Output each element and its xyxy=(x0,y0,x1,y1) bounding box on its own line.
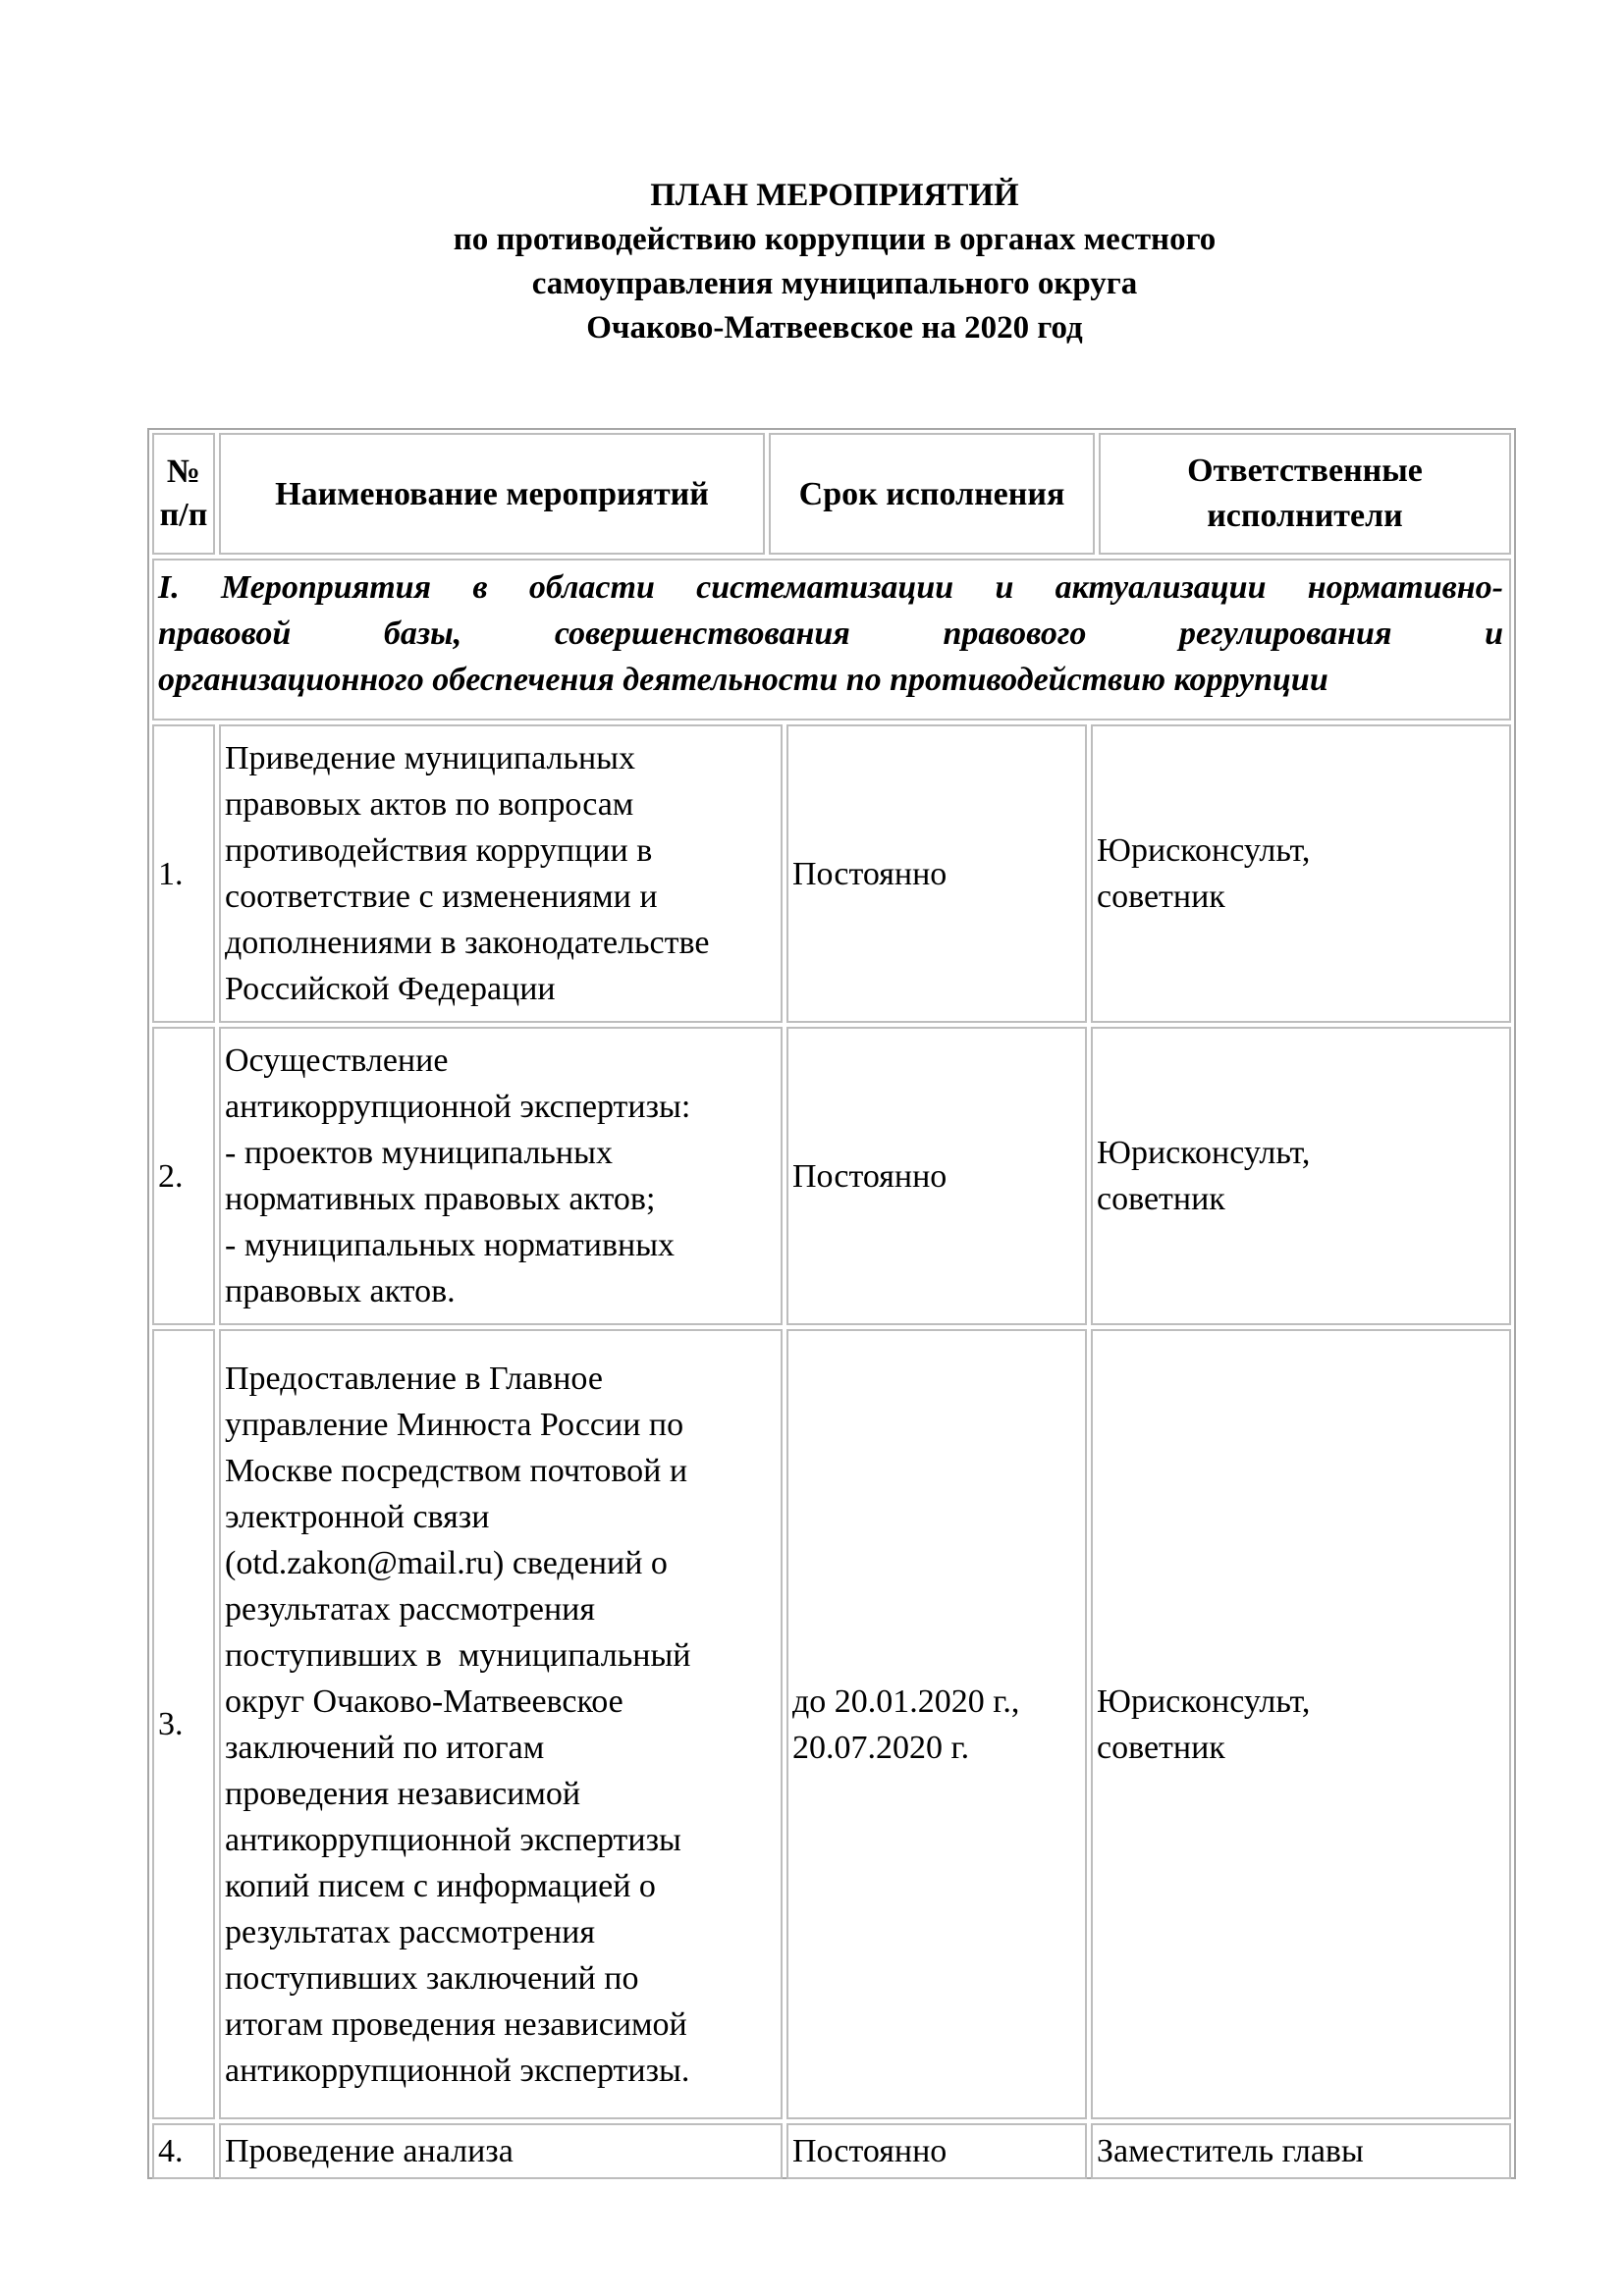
title-line-4: Очаково-Матвеевское на 2020 год xyxy=(586,310,1083,346)
row-3-name-line: Предоставление в Главное xyxy=(225,1360,603,1397)
row-1-name-line: соответствие с изменениями и xyxy=(225,879,658,915)
row-3-responsible-cell xyxy=(1091,1329,1511,2119)
row-1-name-line: Российской Федерации xyxy=(225,971,556,1007)
header-responsible-line-2: исполнители xyxy=(1207,498,1403,534)
header-name-label: Наименование мероприятий xyxy=(275,475,709,512)
row-3-name-line: результатах рассмотрения xyxy=(225,1913,595,1950)
row-3-name-line: округ Очаково-Матвеевское xyxy=(225,1682,623,1720)
row-2-deadline-cell xyxy=(786,1027,1087,1325)
row-3-name-line: заключений по итогам xyxy=(225,1729,545,1766)
row-3-num-cell xyxy=(152,1329,215,2119)
row-1-deadline-line: Постоянно xyxy=(792,855,947,892)
header-responsible xyxy=(1099,433,1511,555)
row-1-name-line: правовых актов по вопросам xyxy=(225,786,634,823)
row-3-deadline-line: 20.07.2020 г. xyxy=(792,1729,970,1766)
row-3-name-line: поступивших заключений по xyxy=(225,1959,639,1997)
header-number-line-2: п/п xyxy=(159,497,208,533)
row-4-responsible-cell xyxy=(1091,2123,1511,2179)
document-title xyxy=(0,174,1624,350)
title-line-2: по противодействию коррупции в органах местного xyxy=(453,222,1217,257)
row-1-name-cell xyxy=(219,724,783,1023)
row-3-deadline-cell xyxy=(786,1329,1087,2119)
row-3-name-line: антикоррупционной экспертизы. xyxy=(225,2052,690,2089)
row-2-responsible-line: советник xyxy=(1097,1181,1225,1217)
row-2-num-cell xyxy=(152,1027,215,1325)
row-1-deadline-cell xyxy=(786,724,1087,1023)
row-3-name-line: проведения независимой xyxy=(225,1775,581,1812)
row-1-name-line: Приведение муниципальных xyxy=(225,740,636,776)
row-2-name-line: Осуществление xyxy=(225,1042,449,1079)
row-1-num-cell xyxy=(152,724,215,1023)
row-2-name-line: нормативных правовых актов; xyxy=(225,1181,656,1217)
row-3-num-line: 3. xyxy=(158,1706,184,1742)
row-3-name-line: (otd.zakon@mail.ru) сведений о xyxy=(225,1544,668,1581)
row-2-name-line: антикоррупционной экспертизы: xyxy=(225,1089,691,1125)
section-heading xyxy=(152,559,1511,721)
row-2-name-line: правовых актов. xyxy=(225,1273,456,1309)
row-3-name-line: управление Минюста России по xyxy=(225,1406,684,1443)
row-1-responsible-line: советник xyxy=(1097,879,1225,915)
title-line-3: самоуправления муниципального округа xyxy=(531,266,1138,301)
header-deadline xyxy=(769,433,1095,555)
row-3-name-line: антикоррупционной экспертизы xyxy=(225,1821,681,1858)
row-2-num-line: 2. xyxy=(158,1157,184,1195)
row-3-responsible-line: советник xyxy=(1097,1729,1225,1766)
row-3-name-line: копий писем с информацией о xyxy=(225,1867,656,1904)
header-responsible-line-1: Ответственные xyxy=(1187,453,1423,489)
row-3-responsible-line: Юрисконсульт, xyxy=(1097,1682,1311,1720)
title-line-1: ПЛАН МЕРОПРИЯТИЙ xyxy=(650,178,1019,213)
section-heading-line-2: правовой базы, совершенствования правового регулирования и xyxy=(158,615,1503,652)
row-1-name-line: дополнениями в законодательстве xyxy=(225,925,710,961)
section-heading-line-1: I. Мероприятия в области систематизации и актуализации нормативно- xyxy=(158,569,1503,606)
row-1-responsible-line: Юрисконсульт, xyxy=(1097,832,1311,869)
row-3-name-cell xyxy=(219,1329,783,2119)
row-2-name-cell xyxy=(219,1027,783,1325)
row-3-name-line: Москве посредством почтовой и xyxy=(225,1452,688,1489)
header-deadline-label: Срок исполнения xyxy=(798,475,1065,512)
row-2-deadline-line: Постоянно xyxy=(792,1157,947,1195)
header-number-line-1: № xyxy=(166,454,201,490)
row-2-responsible-cell xyxy=(1091,1027,1511,1325)
row-3-name-line: результатах рассмотрения xyxy=(225,1590,595,1628)
row-4-name-cell xyxy=(219,2123,783,2179)
row-3-name-line: электронной связи xyxy=(225,1498,490,1535)
row-3-deadline-line: до 20.01.2020 г., xyxy=(792,1682,1020,1720)
row-1-name-line: противодействия коррупции в xyxy=(225,832,653,869)
row-4-deadline-line: Постоянно xyxy=(792,2133,947,2169)
header-name xyxy=(219,433,765,555)
row-4-num-cell xyxy=(152,2123,215,2179)
section-heading-line-3: организационного обеспечения деятельности по противодействию коррупции xyxy=(158,662,1328,698)
row-4-deadline-cell xyxy=(786,2123,1087,2179)
row-4-num-line: 4. xyxy=(158,2133,184,2169)
row-4-responsible-line: Заместитель главы xyxy=(1097,2133,1364,2169)
row-3-name-line: итогам проведения независимой xyxy=(225,2005,687,2043)
row-3-name-line: поступивших в муниципальный xyxy=(225,1636,691,1674)
row-4-name-line: Проведение анализа xyxy=(225,2133,514,2169)
header-number xyxy=(152,433,215,555)
row-1-num-line: 1. xyxy=(158,855,184,892)
row-1-responsible-cell xyxy=(1091,724,1511,1023)
row-2-name-line: - муниципальных нормативных xyxy=(225,1227,676,1263)
row-2-responsible-line: Юрисконсульт, xyxy=(1097,1135,1311,1171)
row-2-name-line: - проектов муниципальных xyxy=(225,1135,613,1171)
